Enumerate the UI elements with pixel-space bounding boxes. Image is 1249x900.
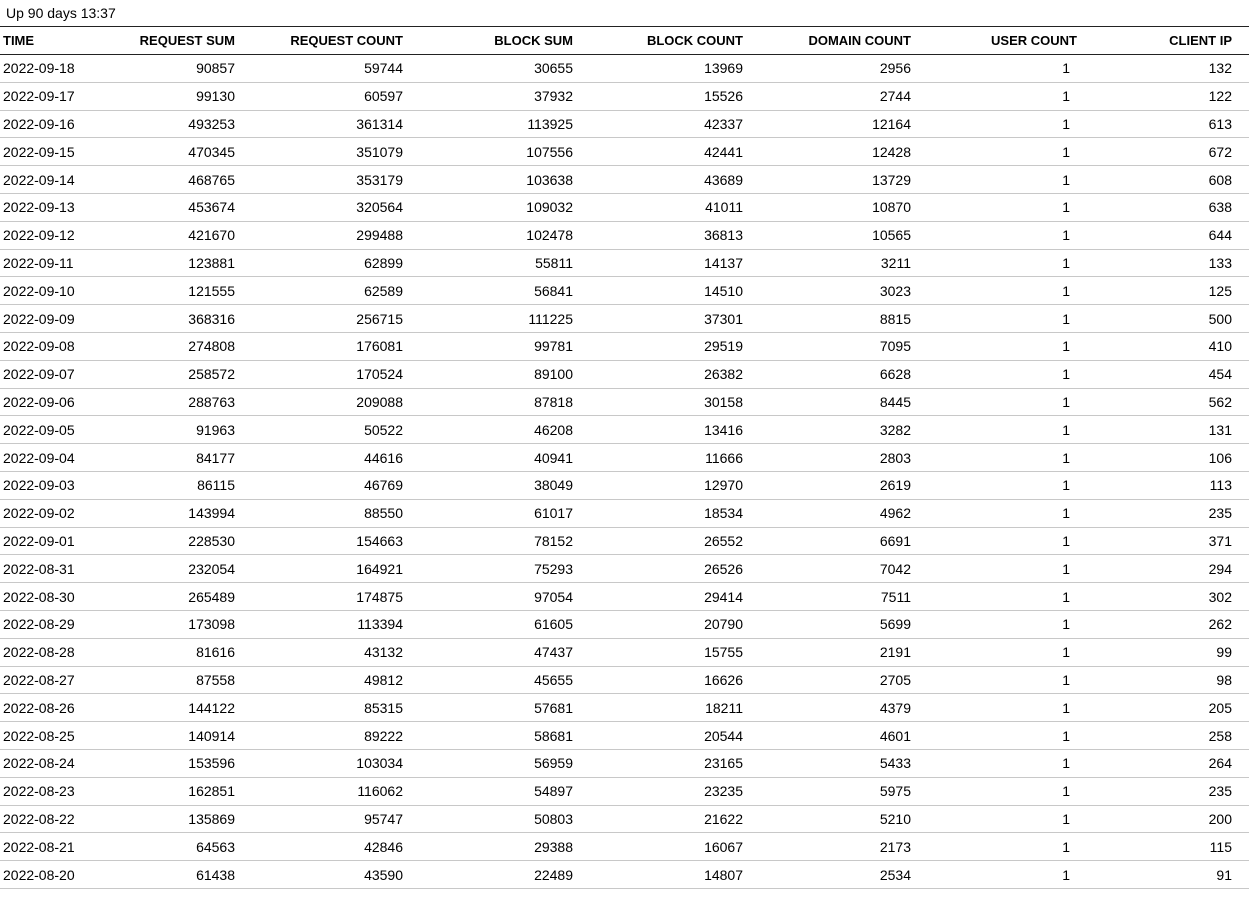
cell-user-count: 1 <box>914 221 1080 249</box>
cell-client-ip: 132 <box>1080 55 1249 83</box>
cell-user-count: 1 <box>914 777 1080 805</box>
cell-client-ip: 205 <box>1080 694 1249 722</box>
cell-request-sum: 453674 <box>100 193 238 221</box>
cell-domain-count: 2956 <box>746 55 914 83</box>
table-row <box>0 666 1249 694</box>
cell-request-sum: 232054 <box>100 555 238 583</box>
cell-domain-count: 13729 <box>746 166 914 194</box>
cell-client-ip: 302 <box>1080 583 1249 611</box>
cell-request-sum: 258572 <box>100 360 238 388</box>
cell-user-count: 1 <box>914 694 1080 722</box>
cell-block-count: 16067 <box>576 833 746 861</box>
table-row <box>0 749 1249 777</box>
cell-domain-count: 5699 <box>746 610 914 638</box>
column-header-client-ip[interactable]: CLIENT IP <box>1080 27 1249 55</box>
cell-domain-count: 4601 <box>746 722 914 750</box>
cell-domain-count: 2705 <box>746 666 914 694</box>
cell-domain-count: 2619 <box>746 471 914 499</box>
cell-client-ip: 500 <box>1080 305 1249 333</box>
table-row <box>0 166 1249 194</box>
cell-block-count: 14807 <box>576 861 746 889</box>
cell-request-count: 154663 <box>238 527 406 555</box>
table-row <box>0 833 1249 861</box>
cell-block-sum: 75293 <box>406 555 576 583</box>
cell-time: 2022-09-18 <box>0 55 100 83</box>
cell-request-sum: 421670 <box>100 221 238 249</box>
cell-domain-count: 5433 <box>746 749 914 777</box>
cell-block-count: 15755 <box>576 638 746 666</box>
cell-time: 2022-09-01 <box>0 527 100 555</box>
cell-block-count: 20544 <box>576 722 746 750</box>
cell-request-count: 43132 <box>238 638 406 666</box>
cell-request-sum: 153596 <box>100 749 238 777</box>
cell-client-ip: 294 <box>1080 555 1249 583</box>
cell-client-ip: 638 <box>1080 193 1249 221</box>
cell-client-ip: 264 <box>1080 749 1249 777</box>
cell-client-ip: 125 <box>1080 277 1249 305</box>
cell-request-count: 59744 <box>238 55 406 83</box>
table-row <box>0 555 1249 583</box>
cell-time: 2022-09-09 <box>0 305 100 333</box>
cell-request-count: 116062 <box>238 777 406 805</box>
stats-table <box>0 26 1249 889</box>
cell-request-count: 88550 <box>238 499 406 527</box>
cell-block-count: 13416 <box>576 416 746 444</box>
cell-request-count: 85315 <box>238 694 406 722</box>
cell-domain-count: 7042 <box>746 555 914 583</box>
cell-request-count: 44616 <box>238 444 406 472</box>
column-header-user-count[interactable]: USER COUNT <box>914 27 1080 55</box>
cell-block-sum: 45655 <box>406 666 576 694</box>
cell-user-count: 1 <box>914 193 1080 221</box>
cell-block-sum: 40941 <box>406 444 576 472</box>
cell-request-count: 256715 <box>238 305 406 333</box>
cell-time: 2022-09-12 <box>0 221 100 249</box>
cell-time: 2022-08-31 <box>0 555 100 583</box>
cell-client-ip: 91 <box>1080 861 1249 889</box>
cell-client-ip: 133 <box>1080 249 1249 277</box>
cell-domain-count: 4379 <box>746 694 914 722</box>
cell-client-ip: 454 <box>1080 360 1249 388</box>
cell-block-count: 23165 <box>576 749 746 777</box>
cell-client-ip: 644 <box>1080 221 1249 249</box>
cell-user-count: 1 <box>914 388 1080 416</box>
cell-user-count: 1 <box>914 305 1080 333</box>
cell-block-sum: 56841 <box>406 277 576 305</box>
cell-block-sum: 99781 <box>406 332 576 360</box>
cell-request-sum: 99130 <box>100 82 238 110</box>
cell-block-count: 41011 <box>576 193 746 221</box>
cell-request-sum: 61438 <box>100 861 238 889</box>
cell-block-sum: 109032 <box>406 193 576 221</box>
cell-request-sum: 121555 <box>100 277 238 305</box>
cell-request-sum: 123881 <box>100 249 238 277</box>
cell-request-count: 103034 <box>238 749 406 777</box>
cell-block-sum: 38049 <box>406 471 576 499</box>
cell-domain-count: 2803 <box>746 444 914 472</box>
cell-block-sum: 37932 <box>406 82 576 110</box>
cell-client-ip: 562 <box>1080 388 1249 416</box>
cell-request-count: 170524 <box>238 360 406 388</box>
cell-request-count: 353179 <box>238 166 406 194</box>
cell-domain-count: 3211 <box>746 249 914 277</box>
cell-block-count: 30158 <box>576 388 746 416</box>
cell-block-sum: 22489 <box>406 861 576 889</box>
table-row <box>0 444 1249 472</box>
cell-client-ip: 410 <box>1080 332 1249 360</box>
cell-block-sum: 78152 <box>406 527 576 555</box>
cell-block-count: 11666 <box>576 444 746 472</box>
cell-user-count: 1 <box>914 527 1080 555</box>
cell-request-sum: 91963 <box>100 416 238 444</box>
table-row <box>0 471 1249 499</box>
cell-user-count: 1 <box>914 444 1080 472</box>
cell-client-ip: 122 <box>1080 82 1249 110</box>
cell-domain-count: 2744 <box>746 82 914 110</box>
cell-block-sum: 87818 <box>406 388 576 416</box>
cell-time: 2022-09-16 <box>0 110 100 138</box>
table-row <box>0 138 1249 166</box>
cell-client-ip: 131 <box>1080 416 1249 444</box>
cell-block-sum: 113925 <box>406 110 576 138</box>
cell-user-count: 1 <box>914 332 1080 360</box>
cell-block-count: 29414 <box>576 583 746 611</box>
cell-block-sum: 89100 <box>406 360 576 388</box>
cell-request-count: 174875 <box>238 583 406 611</box>
cell-client-ip: 258 <box>1080 722 1249 750</box>
cell-request-count: 50522 <box>238 416 406 444</box>
cell-client-ip: 235 <box>1080 777 1249 805</box>
cell-client-ip: 608 <box>1080 166 1249 194</box>
cell-time: 2022-09-17 <box>0 82 100 110</box>
cell-request-count: 95747 <box>238 805 406 833</box>
cell-domain-count: 6628 <box>746 360 914 388</box>
cell-block-count: 18211 <box>576 694 746 722</box>
table-row <box>0 82 1249 110</box>
cell-client-ip: 613 <box>1080 110 1249 138</box>
cell-time: 2022-08-27 <box>0 666 100 694</box>
cell-domain-count: 3023 <box>746 277 914 305</box>
cell-request-count: 209088 <box>238 388 406 416</box>
cell-user-count: 1 <box>914 833 1080 861</box>
cell-time: 2022-09-08 <box>0 332 100 360</box>
cell-block-sum: 50803 <box>406 805 576 833</box>
cell-user-count: 1 <box>914 249 1080 277</box>
cell-block-sum: 55811 <box>406 249 576 277</box>
cell-block-count: 15526 <box>576 82 746 110</box>
cell-block-count: 14137 <box>576 249 746 277</box>
table-row <box>0 305 1249 333</box>
cell-user-count: 1 <box>914 110 1080 138</box>
cell-domain-count: 2173 <box>746 833 914 861</box>
cell-time: 2022-09-07 <box>0 360 100 388</box>
header-row <box>0 27 1249 55</box>
cell-user-count: 1 <box>914 55 1080 83</box>
cell-client-ip: 672 <box>1080 138 1249 166</box>
cell-time: 2022-09-13 <box>0 193 100 221</box>
cell-request-count: 42846 <box>238 833 406 861</box>
table-body <box>0 55 1249 889</box>
cell-time: 2022-09-06 <box>0 388 100 416</box>
cell-time: 2022-08-20 <box>0 861 100 889</box>
cell-request-sum: 81616 <box>100 638 238 666</box>
cell-domain-count: 5210 <box>746 805 914 833</box>
cell-user-count: 1 <box>914 805 1080 833</box>
cell-request-count: 46769 <box>238 471 406 499</box>
cell-domain-count: 12164 <box>746 110 914 138</box>
cell-request-count: 60597 <box>238 82 406 110</box>
cell-time: 2022-08-22 <box>0 805 100 833</box>
table-header <box>0 27 1249 55</box>
column-header-block-count[interactable]: BLOCK COUNT <box>576 27 746 55</box>
cell-request-sum: 140914 <box>100 722 238 750</box>
table-row <box>0 638 1249 666</box>
cell-request-sum: 470345 <box>100 138 238 166</box>
table-row <box>0 861 1249 889</box>
cell-block-sum: 54897 <box>406 777 576 805</box>
cell-time: 2022-08-29 <box>0 610 100 638</box>
cell-user-count: 1 <box>914 666 1080 694</box>
cell-request-sum: 368316 <box>100 305 238 333</box>
cell-request-sum: 274808 <box>100 332 238 360</box>
cell-request-count: 62589 <box>238 277 406 305</box>
cell-request-sum: 144122 <box>100 694 238 722</box>
cell-request-sum: 173098 <box>100 610 238 638</box>
cell-block-count: 12970 <box>576 471 746 499</box>
cell-block-count: 26382 <box>576 360 746 388</box>
table-row <box>0 527 1249 555</box>
cell-block-sum: 107556 <box>406 138 576 166</box>
cell-request-count: 320564 <box>238 193 406 221</box>
cell-block-sum: 61605 <box>406 610 576 638</box>
cell-request-count: 176081 <box>238 332 406 360</box>
cell-domain-count: 4962 <box>746 499 914 527</box>
cell-request-count: 361314 <box>238 110 406 138</box>
table-row <box>0 722 1249 750</box>
cell-block-sum: 58681 <box>406 722 576 750</box>
cell-time: 2022-08-21 <box>0 833 100 861</box>
cell-time: 2022-09-05 <box>0 416 100 444</box>
cell-request-sum: 64563 <box>100 833 238 861</box>
cell-block-sum: 56959 <box>406 749 576 777</box>
cell-request-sum: 86115 <box>100 471 238 499</box>
cell-block-count: 42441 <box>576 138 746 166</box>
table-row <box>0 360 1249 388</box>
cell-time: 2022-08-23 <box>0 777 100 805</box>
cell-time: 2022-09-03 <box>0 471 100 499</box>
table-row <box>0 499 1249 527</box>
cell-request-sum: 265489 <box>100 583 238 611</box>
table-row <box>0 110 1249 138</box>
table-row <box>0 193 1249 221</box>
cell-time: 2022-09-11 <box>0 249 100 277</box>
cell-block-count: 14510 <box>576 277 746 305</box>
cell-user-count: 1 <box>914 749 1080 777</box>
cell-time: 2022-09-14 <box>0 166 100 194</box>
cell-domain-count: 8815 <box>746 305 914 333</box>
cell-user-count: 1 <box>914 360 1080 388</box>
cell-client-ip: 113 <box>1080 471 1249 499</box>
cell-domain-count: 10565 <box>746 221 914 249</box>
column-header-request-sum[interactable]: REQUEST SUM <box>100 27 238 55</box>
cell-time: 2022-08-25 <box>0 722 100 750</box>
cell-block-count: 16626 <box>576 666 746 694</box>
cell-request-count: 351079 <box>238 138 406 166</box>
cell-request-sum: 135869 <box>100 805 238 833</box>
cell-block-count: 23235 <box>576 777 746 805</box>
table-row <box>0 805 1249 833</box>
table-row <box>0 221 1249 249</box>
cell-user-count: 1 <box>914 555 1080 583</box>
cell-request-count: 62899 <box>238 249 406 277</box>
cell-user-count: 1 <box>914 499 1080 527</box>
cell-client-ip: 371 <box>1080 527 1249 555</box>
cell-block-sum: 47437 <box>406 638 576 666</box>
cell-block-sum: 111225 <box>406 305 576 333</box>
stats-table-container <box>0 26 1249 889</box>
cell-time: 2022-09-04 <box>0 444 100 472</box>
cell-client-ip: 106 <box>1080 444 1249 472</box>
cell-user-count: 1 <box>914 861 1080 889</box>
cell-block-sum: 30655 <box>406 55 576 83</box>
column-header-block-sum[interactable]: BLOCK SUM <box>406 27 576 55</box>
cell-block-sum: 97054 <box>406 583 576 611</box>
cell-request-count: 49812 <box>238 666 406 694</box>
cell-domain-count: 7095 <box>746 332 914 360</box>
cell-user-count: 1 <box>914 610 1080 638</box>
cell-user-count: 1 <box>914 277 1080 305</box>
cell-domain-count: 2534 <box>746 861 914 889</box>
cell-request-count: 299488 <box>238 221 406 249</box>
cell-block-count: 20790 <box>576 610 746 638</box>
table-row <box>0 388 1249 416</box>
cell-block-count: 43689 <box>576 166 746 194</box>
cell-request-count: 43590 <box>238 861 406 889</box>
table-row <box>0 332 1249 360</box>
cell-request-count: 113394 <box>238 610 406 638</box>
cell-domain-count: 6691 <box>746 527 914 555</box>
cell-request-sum: 162851 <box>100 777 238 805</box>
table-row <box>0 416 1249 444</box>
cell-client-ip: 115 <box>1080 833 1249 861</box>
cell-block-count: 26526 <box>576 555 746 583</box>
cell-request-count: 164921 <box>238 555 406 583</box>
table-row <box>0 583 1249 611</box>
cell-domain-count: 12428 <box>746 138 914 166</box>
cell-request-sum: 493253 <box>100 110 238 138</box>
cell-client-ip: 235 <box>1080 499 1249 527</box>
cell-request-sum: 143994 <box>100 499 238 527</box>
cell-request-sum: 90857 <box>100 55 238 83</box>
cell-domain-count: 10870 <box>746 193 914 221</box>
cell-block-sum: 103638 <box>406 166 576 194</box>
cell-block-count: 18534 <box>576 499 746 527</box>
cell-time: 2022-08-24 <box>0 749 100 777</box>
cell-block-count: 42337 <box>576 110 746 138</box>
cell-user-count: 1 <box>914 138 1080 166</box>
cell-time: 2022-08-30 <box>0 583 100 611</box>
cell-domain-count: 5975 <box>746 777 914 805</box>
table-row <box>0 777 1249 805</box>
cell-request-sum: 468765 <box>100 166 238 194</box>
table-row <box>0 694 1249 722</box>
cell-block-sum: 102478 <box>406 221 576 249</box>
cell-client-ip: 98 <box>1080 666 1249 694</box>
cell-domain-count: 2191 <box>746 638 914 666</box>
cell-time: 2022-09-15 <box>0 138 100 166</box>
cell-request-sum: 288763 <box>100 388 238 416</box>
cell-user-count: 1 <box>914 82 1080 110</box>
cell-block-count: 21622 <box>576 805 746 833</box>
cell-block-sum: 29388 <box>406 833 576 861</box>
cell-request-count: 89222 <box>238 722 406 750</box>
column-header-domain-count[interactable]: DOMAIN COUNT <box>746 27 914 55</box>
cell-domain-count: 7511 <box>746 583 914 611</box>
cell-block-count: 37301 <box>576 305 746 333</box>
uptime-label: Up 90 days 13:37 <box>6 5 116 21</box>
cell-block-count: 13969 <box>576 55 746 83</box>
cell-time: 2022-09-02 <box>0 499 100 527</box>
cell-user-count: 1 <box>914 722 1080 750</box>
cell-user-count: 1 <box>914 166 1080 194</box>
cell-request-sum: 87558 <box>100 666 238 694</box>
cell-user-count: 1 <box>914 416 1080 444</box>
cell-request-sum: 84177 <box>100 444 238 472</box>
cell-user-count: 1 <box>914 471 1080 499</box>
cell-client-ip: 99 <box>1080 638 1249 666</box>
cell-block-count: 29519 <box>576 332 746 360</box>
cell-user-count: 1 <box>914 583 1080 611</box>
cell-domain-count: 8445 <box>746 388 914 416</box>
table-row <box>0 610 1249 638</box>
cell-block-sum: 61017 <box>406 499 576 527</box>
cell-domain-count: 3282 <box>746 416 914 444</box>
cell-time: 2022-08-28 <box>0 638 100 666</box>
cell-block-count: 26552 <box>576 527 746 555</box>
column-header-time[interactable]: TIME <box>0 27 100 55</box>
cell-time: 2022-09-10 <box>0 277 100 305</box>
cell-client-ip: 200 <box>1080 805 1249 833</box>
table-row <box>0 249 1249 277</box>
cell-request-sum: 228530 <box>100 527 238 555</box>
cell-user-count: 1 <box>914 638 1080 666</box>
table-row <box>0 277 1249 305</box>
column-header-request-count[interactable]: REQUEST COUNT <box>238 27 406 55</box>
cell-time: 2022-08-26 <box>0 694 100 722</box>
table-row <box>0 55 1249 83</box>
cell-block-count: 36813 <box>576 221 746 249</box>
cell-block-sum: 46208 <box>406 416 576 444</box>
cell-block-sum: 57681 <box>406 694 576 722</box>
cell-client-ip: 262 <box>1080 610 1249 638</box>
